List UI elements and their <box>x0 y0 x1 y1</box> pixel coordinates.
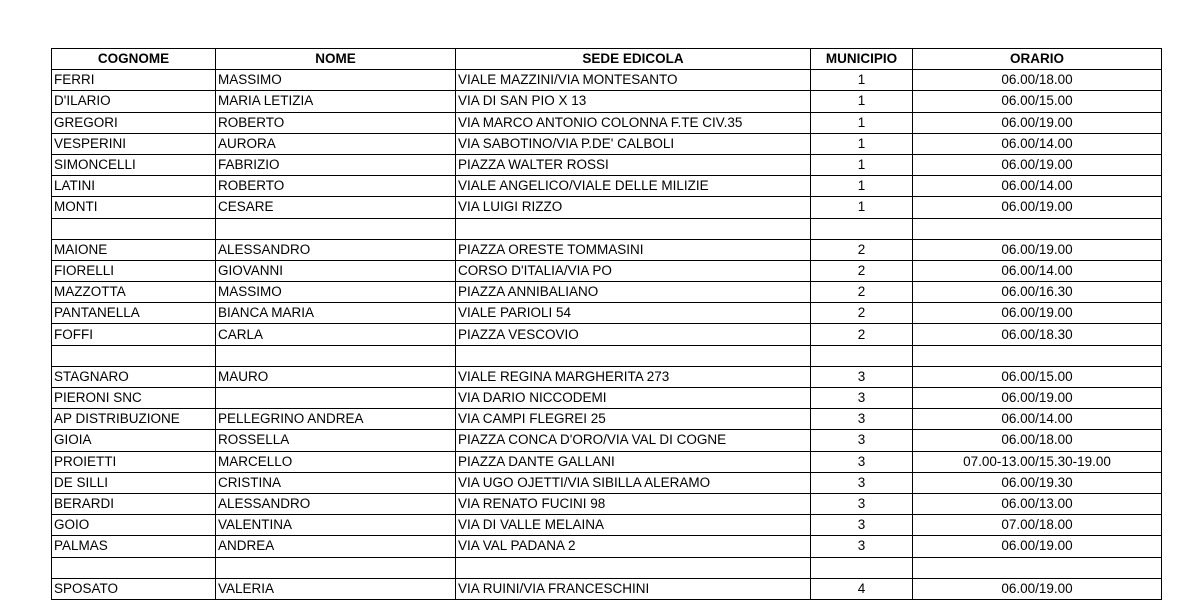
cell-sede-edicola: VIALE REGINA MARGHERITA 273 <box>456 366 811 387</box>
cell-cognome: DE SILLI <box>52 472 216 493</box>
cell-sede-edicola: VIA MARCO ANTONIO COLONNA F.TE CIV.35 <box>456 112 811 133</box>
header-orario: ORARIO <box>913 49 1162 70</box>
cell-nome: VALENTINA <box>216 515 456 536</box>
cell-nome: ALESSANDRO <box>216 493 456 514</box>
cell-sede-edicola: VIALE MAZZINI/VIA MONTESANTO <box>456 70 811 91</box>
table-row-spacer <box>52 345 1162 366</box>
cell-municipio: 2 <box>811 324 913 345</box>
cell-sede-edicola: PIAZZA ORESTE TOMMASINI <box>456 239 811 260</box>
cell-nome <box>216 218 456 239</box>
cell-cognome: MAIONE <box>52 239 216 260</box>
table-row <box>52 70 1162 91</box>
cell-municipio: 3 <box>811 430 913 451</box>
cell-cognome: PIERONI SNC <box>52 388 216 409</box>
table-row <box>52 388 1162 409</box>
cell-orario: 06.00/16.30 <box>913 282 1162 303</box>
cell-orario: 07.00/18.00 <box>913 515 1162 536</box>
cell-municipio: 2 <box>811 260 913 281</box>
cell-municipio <box>811 557 913 578</box>
table-row <box>52 154 1162 175</box>
table-row <box>52 197 1162 218</box>
cell-municipio: 2 <box>811 282 913 303</box>
table-row <box>52 578 1162 599</box>
cell-orario: 07.00-13.00/15.30-19.00 <box>913 451 1162 472</box>
cell-orario: 06.00/19.30 <box>913 472 1162 493</box>
cell-nome: VALERIA <box>216 578 456 599</box>
cell-municipio: 2 <box>811 303 913 324</box>
cell-orario: 06.00/15.00 <box>913 366 1162 387</box>
table-body <box>52 70 1162 600</box>
table-row <box>52 515 1162 536</box>
cell-cognome: LATINI <box>52 176 216 197</box>
cell-municipio: 1 <box>811 91 913 112</box>
table-row <box>52 239 1162 260</box>
newsstand-table <box>51 48 1162 600</box>
cell-municipio: 3 <box>811 515 913 536</box>
cell-cognome: MONTI <box>52 197 216 218</box>
cell-cognome: VESPERINI <box>52 133 216 154</box>
cell-cognome: FERRI <box>52 70 216 91</box>
cell-cognome: PROIETTI <box>52 451 216 472</box>
cell-cognome: GIOIA <box>52 430 216 451</box>
cell-municipio: 1 <box>811 197 913 218</box>
cell-sede-edicola: VIA RENATO FUCINI 98 <box>456 493 811 514</box>
cell-sede-edicola: PIAZZA CONCA D'ORO/VIA VAL DI COGNE <box>456 430 811 451</box>
header-municipio: MUNICIPIO <box>811 49 913 70</box>
cell-orario: 06.00/14.00 <box>913 260 1162 281</box>
cell-cognome: FIORELLI <box>52 260 216 281</box>
cell-orario: 06.00/18.00 <box>913 70 1162 91</box>
table-row <box>52 282 1162 303</box>
cell-cognome: GOIO <box>52 515 216 536</box>
cell-orario: 06.00/19.00 <box>913 536 1162 557</box>
cell-sede-edicola <box>456 345 811 366</box>
table-row <box>52 91 1162 112</box>
cell-nome: GIOVANNI <box>216 260 456 281</box>
cell-nome: MASSIMO <box>216 70 456 91</box>
cell-municipio: 4 <box>811 578 913 599</box>
cell-sede-edicola <box>456 557 811 578</box>
cell-sede-edicola: VIA VAL PADANA 2 <box>456 536 811 557</box>
cell-sede-edicola: VIA DI VALLE MELAINA <box>456 515 811 536</box>
cell-cognome <box>52 218 216 239</box>
cell-municipio: 2 <box>811 239 913 260</box>
table-row <box>52 176 1162 197</box>
cell-nome <box>216 557 456 578</box>
cell-cognome: BERARDI <box>52 493 216 514</box>
cell-cognome: MAZZOTTA <box>52 282 216 303</box>
cell-orario: 06.00/19.00 <box>913 239 1162 260</box>
cell-orario <box>913 218 1162 239</box>
cell-sede-edicola: PIAZZA VESCOVIO <box>456 324 811 345</box>
table-header-row <box>52 49 1162 70</box>
cell-municipio: 1 <box>811 70 913 91</box>
table-row <box>52 472 1162 493</box>
cell-municipio: 3 <box>811 472 913 493</box>
cell-sede-edicola: VIA CAMPI FLEGREI 25 <box>456 409 811 430</box>
cell-nome: FABRIZIO <box>216 154 456 175</box>
cell-cognome: AP DISTRIBUZIONE <box>52 409 216 430</box>
cell-municipio: 3 <box>811 388 913 409</box>
cell-sede-edicola: VIA DI SAN PIO X 13 <box>456 91 811 112</box>
cell-orario <box>913 557 1162 578</box>
cell-sede-edicola: VIA RUINI/VIA FRANCESCHINI <box>456 578 811 599</box>
cell-orario <box>913 345 1162 366</box>
table-row <box>52 133 1162 154</box>
cell-nome: CARLA <box>216 324 456 345</box>
cell-nome: BIANCA MARIA <box>216 303 456 324</box>
cell-nome: ROBERTO <box>216 176 456 197</box>
table-row <box>52 451 1162 472</box>
header-cognome: COGNOME <box>52 49 216 70</box>
cell-orario: 06.00/18.30 <box>913 324 1162 345</box>
cell-orario: 06.00/14.00 <box>913 176 1162 197</box>
cell-sede-edicola: VIA SABOTINO/VIA P.DE' CALBOLI <box>456 133 811 154</box>
cell-orario: 06.00/14.00 <box>913 133 1162 154</box>
cell-nome: MARCELLO <box>216 451 456 472</box>
cell-orario: 06.00/19.00 <box>913 197 1162 218</box>
cell-sede-edicola: VIALE PARIOLI 54 <box>456 303 811 324</box>
table-row-spacer <box>52 557 1162 578</box>
table-row <box>52 112 1162 133</box>
cell-sede-edicola: VIALE ANGELICO/VIALE DELLE MILIZIE <box>456 176 811 197</box>
cell-orario: 06.00/15.00 <box>913 91 1162 112</box>
table-row <box>52 366 1162 387</box>
cell-sede-edicola: PIAZZA DANTE GALLANI <box>456 451 811 472</box>
cell-orario: 06.00/19.00 <box>913 388 1162 409</box>
cell-nome: MAURO <box>216 366 456 387</box>
cell-nome: ROBERTO <box>216 112 456 133</box>
cell-sede-edicola: PIAZZA ANNIBALIANO <box>456 282 811 303</box>
cell-nome: CRISTINA <box>216 472 456 493</box>
cell-cognome: SIMONCELLI <box>52 154 216 175</box>
cell-orario: 06.00/19.00 <box>913 303 1162 324</box>
cell-orario: 06.00/19.00 <box>913 578 1162 599</box>
cell-cognome: SPOSATO <box>52 578 216 599</box>
cell-nome <box>216 345 456 366</box>
table-row <box>52 303 1162 324</box>
cell-cognome <box>52 345 216 366</box>
cell-nome: CESARE <box>216 197 456 218</box>
cell-nome <box>216 388 456 409</box>
cell-cognome: D'ILARIO <box>52 91 216 112</box>
cell-sede-edicola: PIAZZA WALTER ROSSI <box>456 154 811 175</box>
document-sheet <box>51 48 1161 600</box>
cell-cognome: PALMAS <box>52 536 216 557</box>
table-row <box>52 409 1162 430</box>
cell-nome: MARIA LETIZIA <box>216 91 456 112</box>
cell-nome: PELLEGRINO ANDREA <box>216 409 456 430</box>
cell-municipio: 3 <box>811 536 913 557</box>
cell-municipio: 1 <box>811 154 913 175</box>
cell-sede-edicola: CORSO D'ITALIA/VIA PO <box>456 260 811 281</box>
table-row <box>52 260 1162 281</box>
cell-nome: ANDREA <box>216 536 456 557</box>
cell-nome: ALESSANDRO <box>216 239 456 260</box>
cell-orario: 06.00/19.00 <box>913 154 1162 175</box>
table-row <box>52 324 1162 345</box>
cell-cognome <box>52 557 216 578</box>
cell-municipio: 3 <box>811 366 913 387</box>
cell-municipio <box>811 345 913 366</box>
cell-orario: 06.00/13.00 <box>913 493 1162 514</box>
cell-sede-edicola: VIA LUIGI RIZZO <box>456 197 811 218</box>
cell-municipio <box>811 218 913 239</box>
cell-sede-edicola: VIA DARIO NICCODEMI <box>456 388 811 409</box>
cell-cognome: FOFFI <box>52 324 216 345</box>
cell-sede-edicola: VIA UGO OJETTI/VIA SIBILLA ALERAMO <box>456 472 811 493</box>
header-nome: NOME <box>216 49 456 70</box>
cell-cognome: PANTANELLA <box>52 303 216 324</box>
cell-cognome: GREGORI <box>52 112 216 133</box>
cell-municipio: 1 <box>811 133 913 154</box>
table-row <box>52 493 1162 514</box>
cell-municipio: 3 <box>811 493 913 514</box>
cell-sede-edicola <box>456 218 811 239</box>
cell-orario: 06.00/18.00 <box>913 430 1162 451</box>
table-row <box>52 536 1162 557</box>
cell-municipio: 3 <box>811 409 913 430</box>
table-row-spacer <box>52 218 1162 239</box>
cell-nome: MASSIMO <box>216 282 456 303</box>
cell-orario: 06.00/14.00 <box>913 409 1162 430</box>
header-sede-edicola: SEDE EDICOLA <box>456 49 811 70</box>
cell-nome: ROSSELLA <box>216 430 456 451</box>
cell-nome: AURORA <box>216 133 456 154</box>
cell-municipio: 1 <box>811 176 913 197</box>
table-row <box>52 430 1162 451</box>
cell-orario: 06.00/19.00 <box>913 112 1162 133</box>
cell-cognome: STAGNARO <box>52 366 216 387</box>
cell-municipio: 1 <box>811 112 913 133</box>
cell-municipio: 3 <box>811 451 913 472</box>
